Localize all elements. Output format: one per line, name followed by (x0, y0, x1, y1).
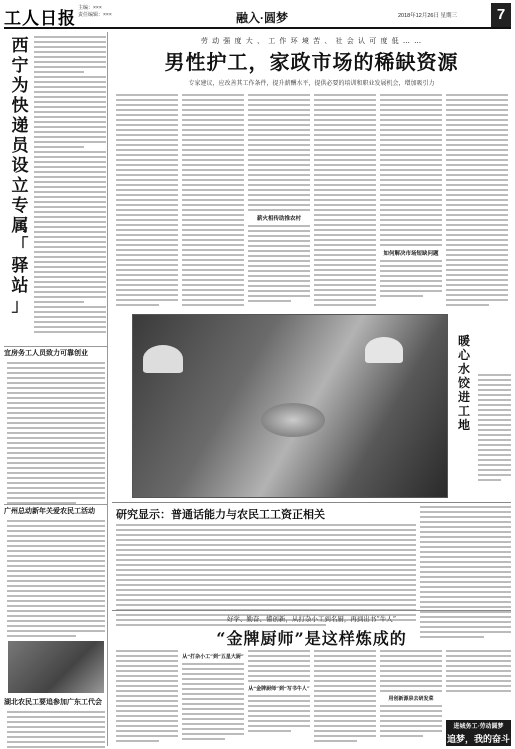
feature-title-char: 员 (11, 136, 29, 156)
main-article-col-3 (248, 94, 310, 305)
left-feature (4, 32, 108, 344)
feature-title-char: 为 (11, 76, 29, 96)
chef-col-4 (314, 650, 376, 745)
feature-title-char: 「 (11, 236, 29, 256)
left-column (4, 32, 108, 746)
photo-title-char: 心 (457, 348, 470, 362)
chef-head-1: 从“打杂小工”到“五星大厨” (182, 654, 244, 660)
feature-title-char: 站 (11, 276, 29, 296)
helmet-shape (143, 345, 183, 373)
main-article-col-6 (446, 94, 508, 309)
main-headline: 男性护工，家政市场的稀缺资源 (164, 50, 459, 74)
chef-col-1 (116, 650, 178, 745)
main-subtitle: 专家建议，应改善其工作条件，提升薪酬水平，提供必要的培训和职业发展机会，增加吸引力 (188, 80, 435, 87)
feature-title-char: 立 (11, 176, 29, 196)
chef-col-2 (182, 650, 244, 743)
main-kicker: 劳 动 强 度 大 、 工 作 环 境 苦 、 社 会 认 可 度 低 … … (200, 37, 423, 45)
story3-body (4, 518, 108, 642)
feature-title-char: 驿 (11, 256, 29, 276)
feature-title-vertical (8, 36, 32, 316)
helmet-shape (365, 337, 403, 363)
feature-title-char: 西 (11, 36, 29, 56)
story3-headline: 广州总动新年关爱农民工活动 (4, 504, 108, 518)
chef-kicker: 好学、勤奋、懂创新，从打杂小工到名厨，再到出书“牛人” (226, 615, 397, 623)
photo-title-char: 饺 (457, 376, 470, 390)
chef-headline: “金牌厨师”是这样炼成的 (216, 629, 407, 648)
feature-title-char: 专 (11, 196, 29, 216)
story2-body (4, 360, 108, 509)
photo-title-char: 暖 (457, 334, 470, 348)
main-article-col-1 (116, 94, 178, 309)
issue-date: 2018年12月26日 星期三 (398, 13, 457, 19)
photo-title-char: 地 (457, 418, 470, 432)
newspaper-name: 工人日报 (4, 9, 76, 29)
photo-caption (478, 374, 511, 484)
photo-title-char: 工 (457, 404, 470, 418)
story4-photo (8, 641, 104, 693)
left-story-3 (4, 504, 108, 642)
research-headline: 研究显示：普通话能力与农民工工资正相关 (116, 508, 325, 521)
main-lower-head: 如何解决市场短缺问题 (383, 251, 439, 257)
photo-feature-title (454, 334, 474, 432)
main-article-col-5 (380, 94, 442, 300)
main-article-col-4 (314, 94, 376, 309)
page-number: 7 (491, 3, 511, 27)
chef-col-3 (248, 650, 310, 735)
chef-head-3: 用创新源泉去研发菜 (388, 696, 434, 702)
chef-col-5 (380, 650, 442, 740)
feature-title-char: 递 (11, 116, 29, 136)
feature-title-char: 设 (11, 156, 29, 176)
column-logo: 进城务工·劳动圆梦 追梦，我的奋斗 (446, 720, 511, 746)
left-story-2 (4, 346, 108, 509)
feature-title-char: 」 (11, 296, 29, 316)
masthead (4, 3, 511, 29)
photo-feature-side (454, 314, 511, 498)
main-photo-workers-dumplings (132, 314, 448, 498)
main-mid-head: 薪火相传助推农村 (256, 216, 301, 222)
divider (112, 502, 511, 503)
feature-body (34, 36, 106, 336)
story4-body (4, 709, 108, 749)
chef-col-6 (446, 650, 511, 695)
story2-headline: 宜房务工人员致力可靠创业 (4, 346, 108, 360)
main-article-col-2 (182, 94, 244, 309)
left-story-4 (4, 638, 108, 749)
section-name: 融入·圆梦 (236, 11, 288, 25)
photo-title-char: 进 (457, 390, 470, 404)
feature-title-char: 属 (11, 216, 29, 236)
chef-head-2: 从“金牌厨师”到“写书牛人” (248, 686, 310, 692)
cooking-pot-shape (261, 403, 325, 437)
photo-title-char: 水 (457, 362, 470, 376)
story4-headline: 湖北农民工要追参加广东工代会 (4, 699, 102, 706)
divider (112, 610, 511, 611)
main-column (112, 32, 511, 746)
feature-title-char: 宁 (11, 56, 29, 76)
feature-title-char: 快 (11, 96, 29, 116)
masthead-meta: 主编：××× 责任编辑：××× (78, 5, 112, 18)
